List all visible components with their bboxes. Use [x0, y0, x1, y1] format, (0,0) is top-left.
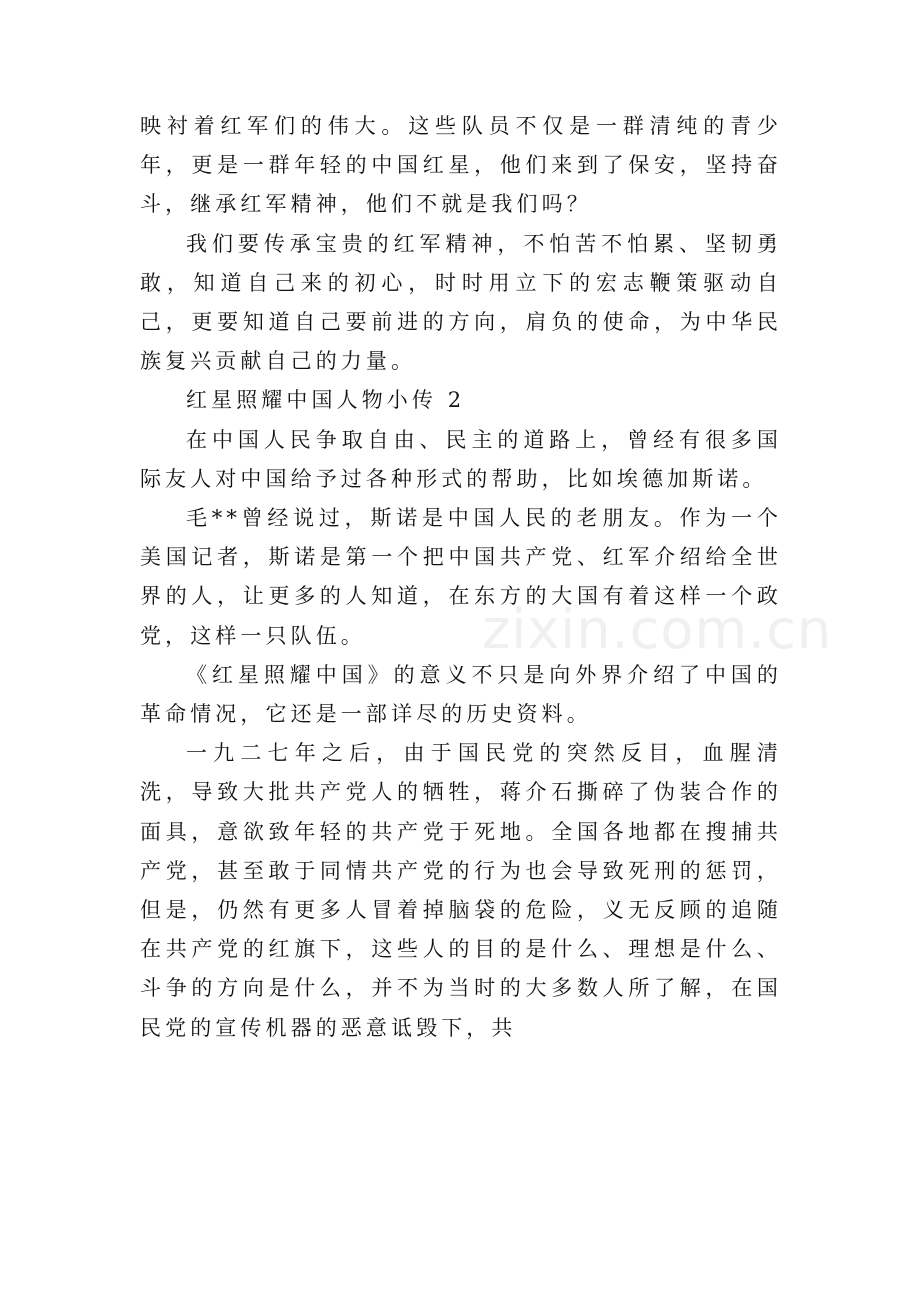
document-body	[140, 107, 782, 1048]
section-heading: 红星照耀中国人物小传 2	[186, 388, 466, 413]
paragraph-2: 我们要传承宝贵的红军精神，不怕苦不怕累、坚韧勇敢，知道自己来的初心，时时用立下的宏志鞭策驱动自己，更要知道自己要前进的方向，肩负的使命，为中华民族复兴贡献自己的力量。	[140, 231, 782, 374]
paragraph-6: 一九二七年之后，由于国民党的突然反目，血腥清洗，导致大批共产党人的牺牲，蒋介石撕碎了伪装合作的面具，意欲致年轻的共产党于死地。全国各地都在搜捕共产党，甚至敢于同情共产党的行为也会导致死刑的惩罚，但是，仍然有更多人冒着掉脑袋的危险，义无反顾的追随在共产党的红旗下，这些人的目的是什么、理想是什么、斗争的方向是什么，并不为当时的大多数人所了解，在国民党的宣传机器的恶意诋毁下，共	[140, 741, 782, 1040]
paragraph-3: 在中国人民争取自由、民主的道路上，曾经有很多国际友人对中国给予过各种形式的帮助，比如埃德加斯诺。	[140, 427, 782, 491]
paragraph-5: 《红星照耀中国》的意义不只是向外界介绍了中国的革命情况，它还是一部详尽的历史资料。	[140, 662, 782, 727]
paragraph-4: 毛**曾经说过，斯诺是中国人民的老朋友。作为一个美国记者，斯诺是第一个把中国共产党、红军介绍给全世界的人，让更多的人知道，在东方的大国有着这样一个政党，这样一只队伍。	[140, 506, 782, 648]
paragraph-1: 映衬着红军们的伟大。这些队员不仅是一群清纯的青少年，更是一群年轻的中国红星，他们来到了保安，坚持奋斗，继承红军精神，他们不就是我们吗？	[140, 114, 782, 217]
watermark: zixin.com.cn	[482, 598, 833, 661]
